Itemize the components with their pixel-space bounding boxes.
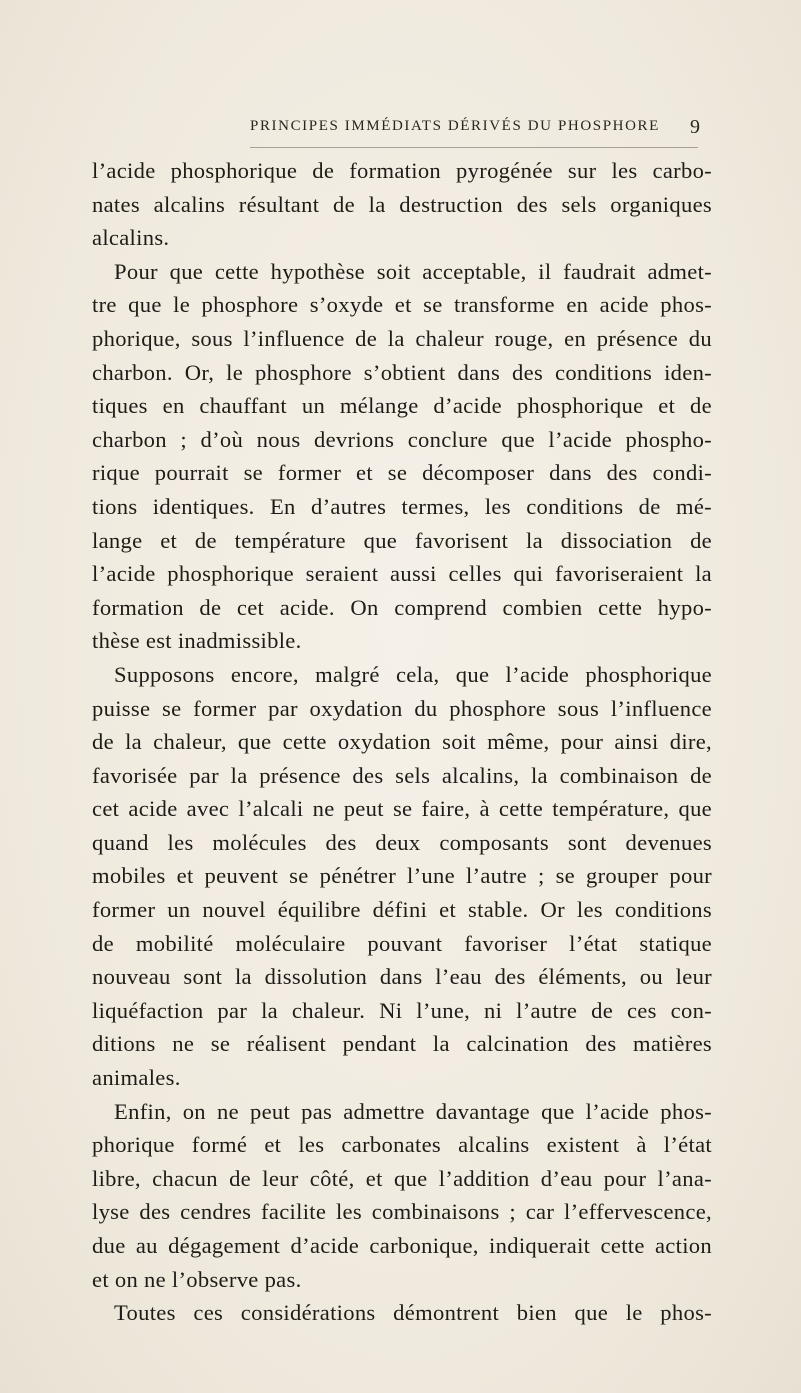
text-line: tiques en chauffant un mélange d’acide phosphorique et de [92,393,712,419]
text-line: lyse des cendres facilite les combinaisons ; car l’effervescence, [92,1199,712,1225]
text-line: nates alcalins résultant de la destruction des sels organiques [92,191,712,217]
running-title: PRINCIPES IMMÉDIATS DÉRIVÉS DU PHOSPHORE [250,118,660,134]
text-line: puisse se former par oxydation du phosphore sous l’influence [92,695,712,721]
text-line: quand les molécules des deux composants sont devenues [92,829,712,855]
text-line: Pour que cette hypothèse soit acceptable, il faudrait admet- [114,258,712,284]
text-line: nouveau sont la dissolution dans l’eau des éléments, ou leur [92,964,712,990]
text-line: Enfin, on ne peut pas admettre davantage que l’acide phos- [114,1098,712,1124]
text-line: due au dégagement d’acide carbonique, indiquerait cette action [92,1233,712,1258]
text-line: et on ne l’observe pas. [92,1266,302,1292]
text-line: mobiles et peuvent se pénétrer l’une l’autre ; se grouper pour [92,863,712,889]
text-line: tions identiques. En d’autres termes, les conditions de mé- [92,493,712,519]
text-line: phorique formé et les carbonates alcalins existent à l’état [92,1132,712,1158]
running-header [250,118,700,140]
text-line: de mobilité moléculaire pouvant favoriser l’état statique [92,930,712,956]
header-rule [250,147,698,148]
text-line: alcalins. [92,225,170,251]
text-line: charbon ; d’où nous devrions conclure que l’acide phospho- [92,426,712,452]
text-line: animales. [92,1065,181,1091]
text-line: charbon. Or, le phosphore s’obtient dans des conditions iden- [92,359,712,385]
text-line: former un nouvel équilibre défini et stable. Or les conditions [92,897,712,923]
text-line: l’acide phosphorique de formation pyrogénée sur les carbo- [92,158,712,183]
text-line: thèse est inadmissible. [92,628,302,654]
text-line: tre que le phosphore s’oxyde et se transforme en acide phos- [92,292,712,318]
text-line: lange et de température que favorisent la dissociation de [92,527,712,553]
text-line: Supposons encore, malgré cela, que l’acide phosphorique [114,661,712,687]
text-line: formation de cet acide. On comprend combien cette hypo- [92,594,712,620]
text-line: favorisée par la présence des sels alcalins, la combinaison de [92,762,712,788]
text-line: cet acide avec l’alcali ne peut se faire, à cette température, que [92,796,712,822]
text-line: de la chaleur, que cette oxydation soit même, pour ainsi dire, [92,729,712,755]
text-line: rique pourrait se former et se décomposer dans des condi- [92,460,712,486]
text-line: Toutes ces considérations démontrent bien que le phos- [114,1300,712,1326]
text-line: l’acide phosphorique seraient aussi celles qui favoriseraient la [92,561,712,587]
text-line: phorique, sous l’influence de la chaleur rouge, en présence du [92,325,712,351]
text-line: liquéfaction par la chaleur. Ni l’une, ni l’autre de ces con- [92,997,712,1023]
page-number: 9 [690,116,700,138]
body-text [92,154,712,1330]
text-line: libre, chacun de leur côté, et que l’addition d’eau pour l’ana- [92,1165,712,1191]
text-line: ditions ne se réalisent pendant la calcination des matières [92,1031,712,1057]
